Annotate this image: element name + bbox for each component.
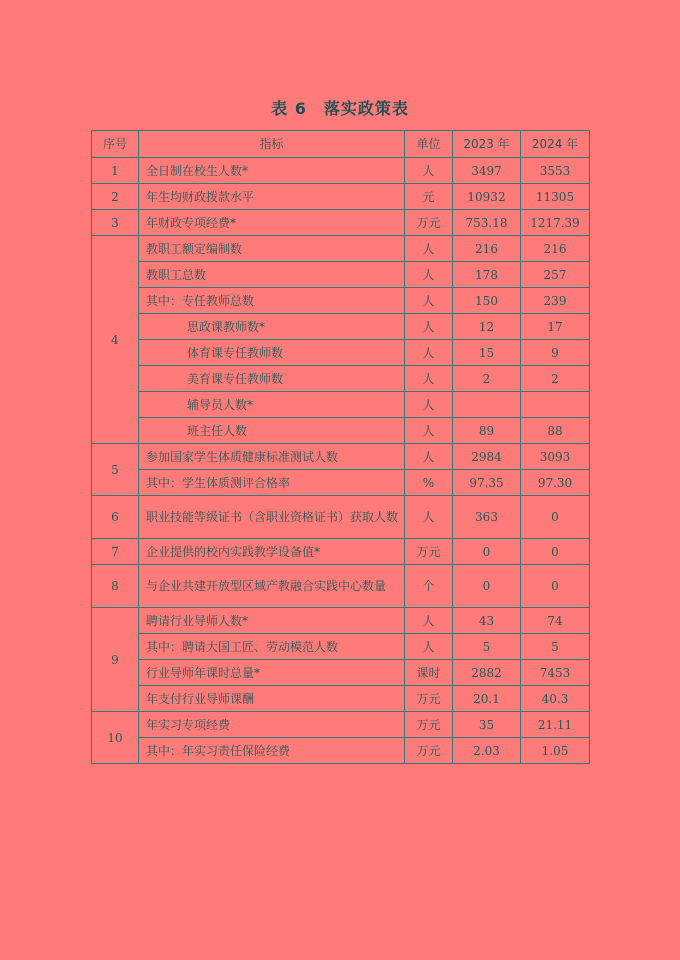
row-value-2024 [521, 392, 590, 418]
row-unit: 元 [405, 184, 453, 210]
row-value-2024: 0 [521, 539, 590, 565]
row-indicator: 全日制在校生人数* [139, 158, 405, 184]
row-value-2024: 3553 [521, 158, 590, 184]
row-value-2023 [453, 392, 521, 418]
row-unit: 万元 [405, 210, 453, 236]
row-value-2024: 11305 [521, 184, 590, 210]
row-value-2024: 1217.39 [521, 210, 590, 236]
row-value-2023: 20.1 [453, 686, 521, 712]
row-value-2023: 363 [453, 496, 521, 539]
row-indicator: 企业提供的校内实践教学设备值* [139, 539, 405, 565]
row-indicator: 其中：年实习责任保险经费 [139, 738, 405, 764]
row-seq: 2 [92, 184, 139, 210]
row-unit: 万元 [405, 539, 453, 565]
table-row [92, 539, 590, 565]
row-value-2023: 0 [453, 539, 521, 565]
table-row [92, 470, 590, 496]
row-value-2024: 239 [521, 288, 590, 314]
row-indicator: 年生均财政拨款水平 [139, 184, 405, 210]
row-value-2023: 97.35 [453, 470, 521, 496]
table-row [92, 496, 590, 539]
table-row [92, 158, 590, 184]
table-row [92, 738, 590, 764]
table-body [92, 158, 590, 764]
row-unit: 人 [405, 444, 453, 470]
table-row [92, 236, 590, 262]
row-value-2024: 216 [521, 236, 590, 262]
row-value-2024: 97.30 [521, 470, 590, 496]
row-seq: 1 [92, 158, 139, 184]
header-row [92, 131, 590, 158]
row-indicator: 年支付行业导师课酬 [139, 686, 405, 712]
row-indicator: 其中：学生体质测评合格率 [139, 470, 405, 496]
table-row [92, 392, 590, 418]
row-seq: 6 [92, 496, 139, 539]
row-value-2023: 3497 [453, 158, 521, 184]
row-value-2024: 40.3 [521, 686, 590, 712]
header-seq: 序号 [92, 131, 139, 158]
table-title: 表 6 落实政策表 [271, 99, 409, 118]
row-indicator: 其中：专任教师总数 [139, 288, 405, 314]
row-value-2024: 74 [521, 608, 590, 634]
row-value-2024: 17 [521, 314, 590, 340]
row-indicator: 其中：聘请大国工匠、劳动模范人数 [139, 634, 405, 660]
row-value-2023: 2984 [453, 444, 521, 470]
row-seq: 3 [92, 210, 139, 236]
table-row [92, 686, 590, 712]
row-indicator: 思政课教师数* [139, 314, 405, 340]
row-value-2023: 43 [453, 608, 521, 634]
row-value-2024: 2 [521, 366, 590, 392]
header-2024: 2024 年 [521, 131, 590, 158]
row-seq: 8 [92, 565, 139, 608]
row-unit: 人 [405, 288, 453, 314]
row-unit: % [405, 470, 453, 496]
table-row [92, 340, 590, 366]
header-indicator: 指标 [139, 131, 405, 158]
row-seq: 7 [92, 539, 139, 565]
row-value-2023: 753.18 [453, 210, 521, 236]
row-value-2023: 89 [453, 418, 521, 444]
row-indicator: 班主任人数 [139, 418, 405, 444]
row-unit: 课时 [405, 660, 453, 686]
row-value-2024: 257 [521, 262, 590, 288]
table-row [92, 184, 590, 210]
row-unit: 人 [405, 608, 453, 634]
row-value-2023: 2.03 [453, 738, 521, 764]
row-indicator: 参加国家学生体质健康标准测试人数 [139, 444, 405, 470]
row-value-2023: 0 [453, 565, 521, 608]
row-value-2023: 2882 [453, 660, 521, 686]
header-unit: 单位 [405, 131, 453, 158]
row-value-2023: 15 [453, 340, 521, 366]
row-unit: 人 [405, 158, 453, 184]
row-value-2024: 1.05 [521, 738, 590, 764]
table-row [92, 366, 590, 392]
row-value-2023: 10932 [453, 184, 521, 210]
table-row [92, 608, 590, 634]
row-unit: 人 [405, 418, 453, 444]
row-indicator: 年实习专项经费 [139, 712, 405, 738]
row-value-2024: 0 [521, 496, 590, 539]
row-value-2024: 88 [521, 418, 590, 444]
row-unit: 个 [405, 565, 453, 608]
row-value-2023: 2 [453, 366, 521, 392]
row-indicator: 聘请行业导师人数* [139, 608, 405, 634]
row-indicator: 辅导员人数* [139, 392, 405, 418]
row-indicator: 职业技能等级证书（含职业资格证书）获取人数 [139, 496, 405, 539]
table-header [92, 131, 590, 158]
row-value-2024: 0 [521, 565, 590, 608]
table-row [92, 565, 590, 608]
table-row [92, 418, 590, 444]
row-unit: 人 [405, 262, 453, 288]
table-row [92, 262, 590, 288]
row-value-2023: 216 [453, 236, 521, 262]
table-row [92, 634, 590, 660]
row-value-2024: 21.11 [521, 712, 590, 738]
policy-table [91, 130, 590, 764]
row-indicator: 年财政专项经费* [139, 210, 405, 236]
row-value-2024: 7453 [521, 660, 590, 686]
row-value-2023: 5 [453, 634, 521, 660]
row-seq: 5 [92, 444, 139, 496]
row-seq: 10 [92, 712, 139, 764]
row-value-2023: 35 [453, 712, 521, 738]
row-value-2024: 5 [521, 634, 590, 660]
table-row [92, 444, 590, 470]
row-value-2023: 150 [453, 288, 521, 314]
row-value-2024: 9 [521, 340, 590, 366]
row-unit: 人 [405, 236, 453, 262]
row-unit: 人 [405, 340, 453, 366]
row-unit: 人 [405, 366, 453, 392]
row-indicator: 教职工额定编制数 [139, 236, 405, 262]
row-indicator: 教职工总数 [139, 262, 405, 288]
row-unit: 人 [405, 634, 453, 660]
row-unit: 人 [405, 496, 453, 539]
row-value-2023: 12 [453, 314, 521, 340]
table-row [92, 210, 590, 236]
row-unit: 人 [405, 392, 453, 418]
row-indicator: 美育课专任教师数 [139, 366, 405, 392]
row-value-2023: 178 [453, 262, 521, 288]
row-value-2024: 3093 [521, 444, 590, 470]
row-unit: 万元 [405, 712, 453, 738]
row-indicator: 与企业共建开放型区域产教融合实践中心数量 [139, 565, 405, 608]
row-unit: 万元 [405, 686, 453, 712]
table-row [92, 712, 590, 738]
row-unit: 万元 [405, 738, 453, 764]
row-indicator: 行业导师年课时总量* [139, 660, 405, 686]
table-row [92, 314, 590, 340]
row-seq: 9 [92, 608, 139, 712]
table-row [92, 660, 590, 686]
row-indicator: 体育课专任教师数 [139, 340, 405, 366]
row-seq: 4 [92, 236, 139, 444]
table-row [92, 288, 590, 314]
row-unit: 人 [405, 314, 453, 340]
header-2023: 2023 年 [453, 131, 521, 158]
